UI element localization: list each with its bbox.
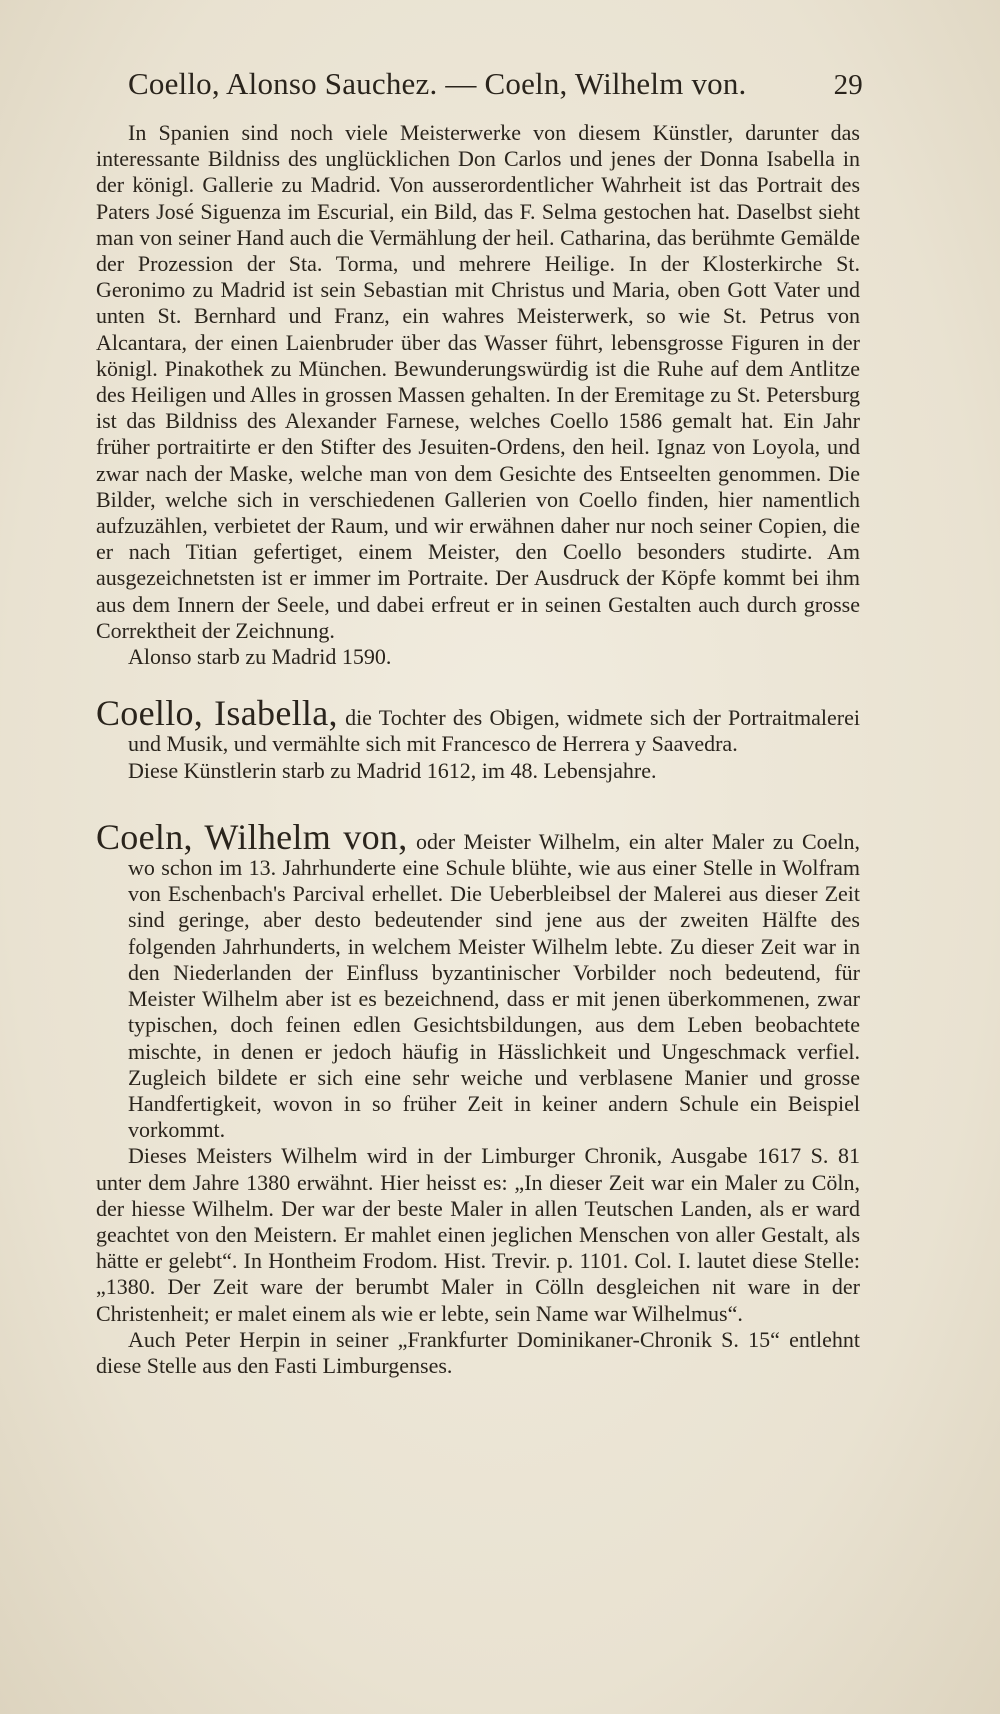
wilhelm-herpin-paragraph: Auch Peter Herpin in seiner „Frankfurter Dominikaner-Chronik S. 15“ entlehnt diese Stelle aus den Fasti Limburgenses. xyxy=(96,1326,860,1378)
isabella-death: Diese Künstlerin starb zu Madrid 1612, im 48. Lebensjahre. xyxy=(128,757,657,783)
wilhelm-entry xyxy=(96,816,861,1143)
body-text xyxy=(96,120,860,1379)
isabella-name: Coello, Isabella, xyxy=(96,693,338,734)
alonso-paragraph: In Spanien sind noch viele Meisterwerke von diesem Künstler, darunter das interessante Bildniss des unglücklichen Don Carlos und jenes der Donna Isabella in der königl. Gallerie zu Madrid. Von ausserordentlicher Wahrheit ist das Portrait des Paters José Siguenza im Escurial, ein Bild, das F. Selma gestochen hat. Daselbst sieht man von seiner Hand auch die Vermählung der heil. Catharina, das berühmte Gemälde der Prozession der Sta. Torma, und mehrere Heilige. In der Klosterkirche St. Geronimo zu Madrid ist sein Sebastian mit Christus und Maria, oben Gott Vater und unten St. Bernhard und Franz, ein wahres Meisterwerk, so wie St. Petrus von Alcantara, der einen Laienbruder über das Wasser führt, lebensgrosse Figuren in der königl. Pinakothek zu München. Bewunderungswürdig ist die Ruhe auf dem Antlitze des Heiligen und Alles in grossen Massen gehalten. In der Eremitage zu St. Petersburg ist das Bildniss des Alexander Farnese, welches Coello 1586 gemalt hat. Ein Jahr früher portraitirte er den Stifter des Jesuiten-Ordens, den heil. Ignaz von Loyola, und zwar nach der Maske, welche man von dem Gesichte des Entseelten genommen. Die Bilder, welche sich in verschiedenen Gallerien von Coello finden, hier namentlich aufzuzählen, verbietet der Raum, und wir erwähnen daher nur noch seiner Copien, die er nach Titian gefertiget, einem Meister, den Coello besonders studirte. Am ausgezeichnetsten ist er immer im Portraite. Der Ausdruck der Köpfe kommt bei ihm aus dem Innern der Seele, und dabei erfreut er in seinen Gestalten auch durch grosse Correktheit der Zeichnung. xyxy=(96,120,860,643)
header-title: Coello, Alonso Sauchez. — Coeln, Wilhelm von. xyxy=(128,66,747,101)
alonso-death: Alonso starb zu Madrid 1590. xyxy=(128,644,392,670)
running-head xyxy=(128,66,863,102)
wilhelm-name: Coeln, Wilhelm von, xyxy=(96,816,408,857)
wilhelm-chronicle-paragraph: Dieses Meisters Wilhelm wird in der Limburger Chronik, Ausgabe 1617 S. 81 unter dem Jahre 1380 erwähnt. Hier heisst es: „In dieser Zeit war ein Maler zu Cöln, der hiesse Wilhelm. Der war der beste Maler in allen Teutschen Landen, als er ward geachtet von den Meistern. Er mahlet einen jeglichen Menschen von aller Gestalt, als hätte er gelebt“. In Hontheim Frodom. Hist. Trevir. p. 1101. Col. I. lautet diese Stelle: „1380. Der Zeit ware der berumbt Maler in Cölln desgleichen nit ware in der Christenheit; er malet einem als wie er lebte, sein Name war Wilhelmus“. xyxy=(96,1143,860,1326)
page-number: 29 xyxy=(833,69,863,101)
wilhelm-text: oder Meister Wilhelm, ein alter Maler zu Coeln, wo schon im 13. Jahrhunderte eine Schule blühte, wie aus einer Stelle in Wolfram von Eschenbach's Parcival erhellet. Die Ueberbleibsel der Malerei aus dieser Zeit sind geringe, aber desto bedeutender sind jene aus der zweiten Hälfte des folgenden Jahrhunderts, in welchem Meister Wilhelm lebte. Zu dieser Zeit war in den Niederlanden der Einfluss byzantinischer Vorbilder noch bedeutend, für Meister Wilhelm aber ist es bezeichnend, dass er mit jenen überkommenen, zwar typischen, doch feinen edlen Gesichtsbildungen, aus dem Leben beobachtete mischte, in denen er jedoch häufig in Hässlichkeit und Ungeschmack verfiel. Zugleich bildete er sich eine sehr weiche und verblasene Manier und grosse Handfertigkeit, wovon in so früher Zeit in keiner andern Schule ein Beispiel vorkommt. xyxy=(128,828,861,1143)
isabella-text: die Tochter des Obigen, widmete sich der Portraitmalerei und Musik, und vermählte sich mit Francesco de Herrera y Saavedra. xyxy=(128,705,861,757)
isabella-entry xyxy=(96,693,861,757)
